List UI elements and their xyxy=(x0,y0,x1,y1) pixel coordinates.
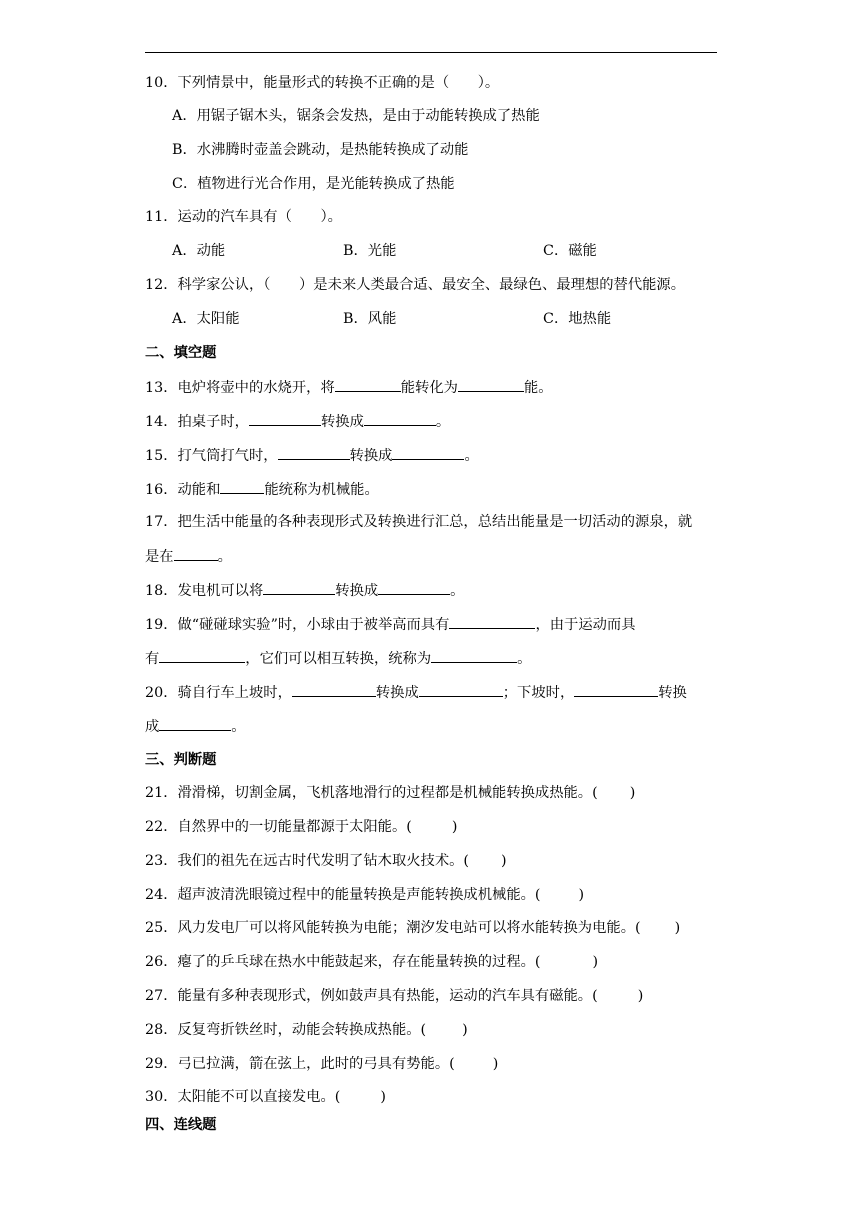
question-13-text: 能转化为 xyxy=(400,380,458,396)
question-19-text: 有 xyxy=(145,651,160,667)
answer-blank[interactable] xyxy=(278,445,350,460)
question-19-text: ，由于运动而具 xyxy=(535,617,636,633)
question-20-text: 转换 xyxy=(658,685,687,701)
question-14-text: 14．拍桌子时， xyxy=(145,414,249,430)
question-12-stem: 12．科学家公认，（ ）是未来人类最合适、最安全、最绿色、最理想的替代能源。 xyxy=(145,277,686,293)
section-matching-heading: 四、连线题 xyxy=(145,1117,217,1133)
header-rule xyxy=(145,52,717,53)
question-15-text: 15．打气筒打气时， xyxy=(145,448,278,464)
answer-blank[interactable] xyxy=(159,648,245,663)
question-20-text: 转换成 xyxy=(375,685,419,701)
question-19-text: 19．做“碰碰球实验”时，小球由于被举高而具有 xyxy=(145,617,450,633)
question-15-text: 。 xyxy=(464,448,479,464)
question-13-text: 13．电炉将壶中的水烧开，将 xyxy=(145,380,335,396)
question-16 xyxy=(145,479,379,500)
close-paren: ) xyxy=(592,954,599,970)
question-14-text: 转换成 xyxy=(320,414,364,430)
question-text: 25．风力发电厂可以将风能转换为电能；潮汐发电站可以将水能转换为电能。( xyxy=(145,920,641,936)
close-paren: ) xyxy=(492,1056,499,1072)
answer-blank[interactable] xyxy=(449,614,535,629)
question-text: 27．能量有多种表现形式，例如鼓声具有热能，运动的汽车具有磁能。( xyxy=(145,988,598,1004)
answer-blank[interactable] xyxy=(458,377,524,392)
question-19-text: ，它们可以相互转换，统称为 xyxy=(245,651,432,667)
question-text: 23．我们的祖先在远古时代发明了钻木取火技术。( xyxy=(145,853,470,869)
answer-blank[interactable] xyxy=(378,580,450,595)
answer-blank[interactable] xyxy=(292,682,376,697)
answer-blank[interactable] xyxy=(392,445,464,460)
question-text: 28．反复弯折铁丝时，动能会转换成热能。( xyxy=(145,1022,427,1038)
question-11-option-c: C．磁能 xyxy=(543,243,597,259)
question-20-text: 成 xyxy=(145,719,160,735)
answer-blank[interactable] xyxy=(220,479,264,494)
question-13 xyxy=(145,377,553,398)
question-28 xyxy=(145,1020,468,1040)
question-18 xyxy=(145,580,464,601)
question-20-text: 20．骑自行车上坡时， xyxy=(145,685,292,701)
answer-blank[interactable] xyxy=(263,580,335,595)
question-12-option-a: A．太阳能 xyxy=(172,311,240,327)
question-22 xyxy=(145,817,457,837)
question-17-text: 是在 xyxy=(145,549,174,565)
answer-blank[interactable] xyxy=(174,546,218,561)
close-paren: ) xyxy=(637,988,644,1004)
question-16-text: 能统称为机械能。 xyxy=(264,482,379,498)
question-21 xyxy=(145,783,635,803)
question-11-option-a: A．动能 xyxy=(172,243,226,259)
question-text: 21．滑滑梯，切割金属，飞机落地滑行的过程都是机械能转换成热能。( xyxy=(145,785,598,801)
question-10-option-b: B．水沸腾时壶盖会跳动，是热能转换成了动能 xyxy=(172,142,469,158)
close-paren: ) xyxy=(629,785,636,801)
question-text: 29．弓已拉满，箭在弦上，此时的弓具有势能。( xyxy=(145,1056,455,1072)
question-23 xyxy=(145,851,507,871)
question-15 xyxy=(145,445,479,466)
question-10-stem: 10．下列情景中，能量形式的转换不正确的是（ ）。 xyxy=(145,75,500,91)
section-true-false-heading: 三、判断题 xyxy=(145,752,217,768)
question-30 xyxy=(145,1087,386,1107)
question-24 xyxy=(145,885,584,905)
question-13-text: 能。 xyxy=(523,380,553,396)
question-18-text: 。 xyxy=(450,583,465,599)
answer-blank[interactable] xyxy=(335,377,401,392)
close-paren: ) xyxy=(451,819,458,835)
close-paren: ) xyxy=(501,853,507,869)
question-text: 24．超声波清洗眼镜过程中的能量转换是声能转换成机械能。( xyxy=(145,887,541,903)
question-14-text: 。 xyxy=(435,414,451,430)
question-text: 22．自然界中的一切能量都源于太阳能。( xyxy=(145,819,412,835)
question-18-text: 18．发电机可以将 xyxy=(145,583,264,599)
answer-blank[interactable] xyxy=(431,648,517,663)
close-paren: ) xyxy=(380,1089,386,1105)
answer-blank[interactable] xyxy=(249,411,321,426)
close-paren: ) xyxy=(578,887,585,903)
question-10-option-c: C．植物进行光合作用，是光能转换成了热能 xyxy=(172,176,455,192)
question-15-text: 转换成 xyxy=(349,448,393,464)
close-paren: ) xyxy=(674,920,681,936)
question-20-line-1 xyxy=(145,682,687,703)
question-17-line-1: 17．把生活中能量的各种表现形式及转换进行汇总，总结出能量是一切活动的源泉，就 xyxy=(145,514,693,530)
question-20-text: 。 xyxy=(231,719,246,735)
question-11-stem: 11．运动的汽车具有（ ）。 xyxy=(145,209,342,225)
question-10-option-a: A．用锯子锯木头，锯条会发热，是由于动能转换成了热能 xyxy=(172,108,540,124)
question-27 xyxy=(145,986,643,1006)
answer-blank[interactable] xyxy=(574,682,658,697)
question-11-option-b: B．光能 xyxy=(343,243,397,259)
question-text: 30．太阳能不可以直接发电。( xyxy=(145,1089,341,1105)
question-29 xyxy=(145,1054,498,1074)
answer-blank[interactable] xyxy=(159,716,231,731)
question-17-text: 。 xyxy=(217,549,232,565)
section-fill-blank-heading: 二、填空题 xyxy=(145,345,217,361)
question-19-line-1 xyxy=(145,614,636,635)
question-19-text: 。 xyxy=(517,651,532,667)
question-12-option-c: C．地热能 xyxy=(543,311,612,327)
question-17-line-2 xyxy=(145,546,232,567)
question-26 xyxy=(145,952,598,972)
question-20-line-2 xyxy=(145,716,246,737)
question-20-text: ；下坡时， xyxy=(502,685,575,701)
question-text: 26．瘪了的乒乓球在热水中能鼓起来，存在能量转换的过程。( xyxy=(145,954,541,970)
answer-blank[interactable] xyxy=(364,411,436,426)
question-14 xyxy=(145,411,450,432)
answer-blank[interactable] xyxy=(419,682,503,697)
question-18-text: 转换成 xyxy=(335,583,379,599)
question-19-line-2 xyxy=(145,648,531,669)
question-25 xyxy=(145,918,680,938)
question-16-text: 16．动能和 xyxy=(145,482,221,498)
question-12-option-b: B．风能 xyxy=(343,311,397,327)
close-paren: ) xyxy=(462,1022,468,1038)
